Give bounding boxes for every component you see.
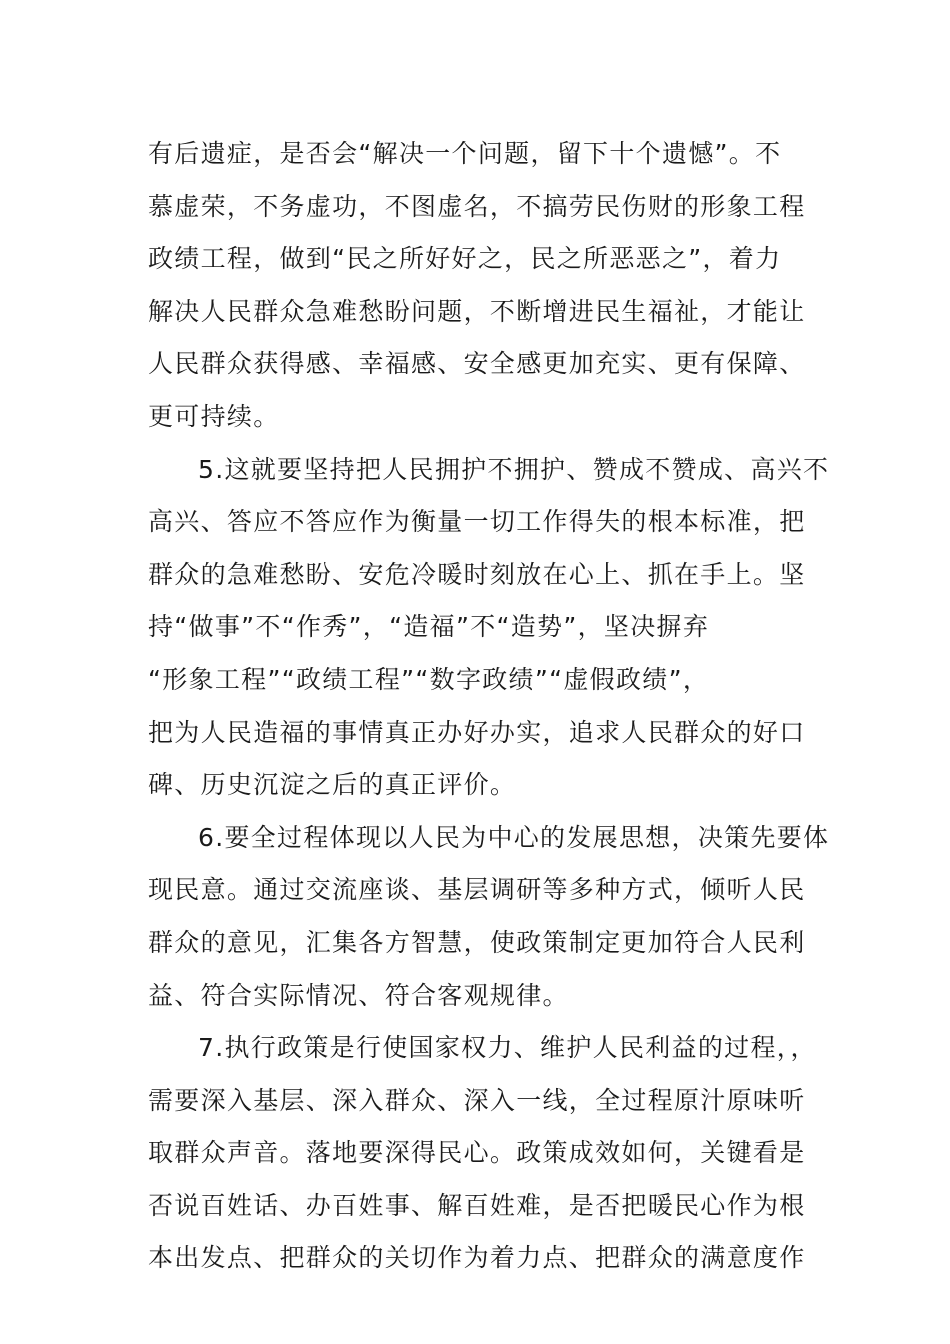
paragraph-line: 高兴、答应不答应作为衡量一切工作得失的根本标准，把 (148, 507, 806, 537)
paragraph-line: 群众的急难愁盼、安危冷暖时刻放在心上、抓在手上。坚 (148, 559, 806, 589)
paragraph-line: “形象工程”“政绩工程”“数字政绩”“虚假政绩”， (148, 664, 710, 694)
paragraph-line: 慕虚荣，不务虚功，不图虚名，不搞劳民伤财的形象工程 (148, 191, 806, 221)
document-body (148, 128, 830, 1285)
paragraph-line: 人民群众获得感、幸福感、安全感更加充实、更有保障、 (148, 349, 806, 379)
paragraph-line: 更可持续。 (148, 401, 280, 431)
paragraph-7 (148, 1022, 817, 1285)
paragraph-line: 6.要全过程体现以人民为中心的发展思想，决策先要体 (198, 822, 830, 852)
paragraph-line: 政绩工程，做到“民之所好好之，民之所恶恶之”，着力 (148, 244, 782, 274)
paragraph-line: 有后遗症，是否会“解决一个问题，留下十个遗憾”。不 (148, 139, 782, 168)
paragraph-line: 益、符合实际情况、符合客观规律。 (148, 980, 569, 1010)
paragraph-line: 否说百姓话、办百姓事、解百姓难，是否把暖民心作为根 (148, 1190, 806, 1220)
paragraph-5 (148, 444, 830, 812)
paragraph-line: 7.执行政策是行使国家权力、维护人民利益的过程，， (198, 1033, 817, 1063)
paragraph-continued (148, 128, 808, 444)
paragraph-line: 群众的意见，汇集各方智慧，使政策制定更加符合人民利 (148, 927, 806, 957)
paragraph-line: 解决人民群众急难愁盼问题，不断增进民生福祉，才能让 (148, 296, 806, 326)
paragraph-line: 5.这就要坚持把人民拥护不拥护、赞成不赞成、高兴不 (198, 454, 830, 484)
paragraph-6 (148, 812, 830, 1022)
paragraph-line: 碑、历史沉淀之后的真正评价。 (148, 770, 517, 800)
paragraph-line: 本出发点、把群众的关切作为着力点、把群众的满意度作 (148, 1243, 806, 1273)
paragraph-line: 持“做事”不“作秀”，“造福”不“造势”，坚决摒弃 (148, 612, 710, 642)
paragraph-line: 把为人民造福的事情真正办好办实，追求人民群众的好口 (148, 717, 806, 747)
paragraph-line: 取群众声音。落地要深得民心。政策成效如何，关键看是 (148, 1138, 806, 1168)
paragraph-line: 现民意。通过交流座谈、基层调研等多种方式，倾听人民 (148, 875, 806, 905)
paragraph-line: 需要深入基层、深入群众、深入一线，全过程原汁原味听 (148, 1085, 806, 1115)
